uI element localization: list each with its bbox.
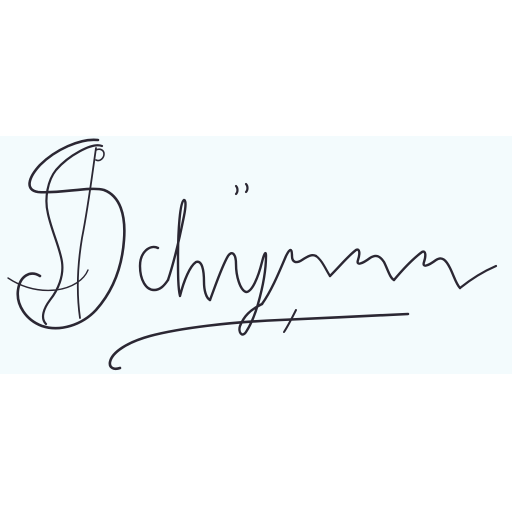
signature-stroke-S-tail: [78, 148, 96, 318]
signature-stroke-umlaut-right: [246, 184, 248, 192]
signature-stroke-h: [168, 200, 210, 300]
signature-stroke-end-flourish: [460, 266, 496, 288]
signature-stroke-r3: [394, 252, 460, 288]
signature-stroke-S-hook: [96, 149, 104, 160]
signature-stroke-r1-connector: [316, 256, 330, 276]
signature-stroke-r2: [330, 250, 394, 280]
signature-stroke-r1: [262, 250, 316, 304]
signature-stroke-umlaut-left: [236, 186, 238, 194]
signature-stroke-S-main: [18, 140, 125, 328]
signature-stroke-underline: [110, 314, 408, 369]
signature-stroke-c: [140, 247, 168, 290]
